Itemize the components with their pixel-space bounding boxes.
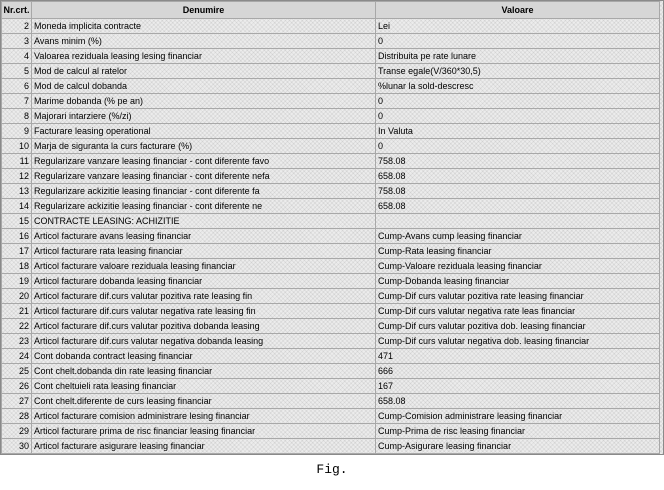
figure-caption: Fig. — [316, 462, 348, 477]
table-row[interactable] — [2, 19, 660, 34]
table-row[interactable] — [2, 379, 660, 394]
row-number-cell[interactable]: 22 — [2, 319, 32, 334]
row-number-cell[interactable]: 26 — [2, 379, 32, 394]
table-row[interactable] — [2, 79, 660, 94]
row-number-cell[interactable]: 27 — [2, 394, 32, 409]
denumire-cell[interactable]: Articol facturare comision administrare lesing financiar — [32, 409, 376, 424]
row-number-cell[interactable]: 23 — [2, 334, 32, 349]
denumire-cell[interactable]: Cont cheltuieli rata leasing financiar — [32, 379, 376, 394]
denumire-cell[interactable]: Avans minim (%) — [32, 34, 376, 49]
table-row[interactable] — [2, 169, 660, 184]
denumire-cell[interactable]: Articol facturare valoare reziduala leasing financiar — [32, 259, 376, 274]
denumire-cell[interactable]: Cont dobanda contract leasing financiar — [32, 349, 376, 364]
row-number-cell[interactable]: 2 — [2, 19, 32, 34]
denumire-cell[interactable]: Marime dobanda (% pe an) — [32, 94, 376, 109]
valoare-cell[interactable]: Cump-Rata leasing financiar — [376, 244, 660, 259]
table-row[interactable] — [2, 304, 660, 319]
denumire-cell[interactable]: Regularizare vanzare leasing financiar - cont diferente favo — [32, 154, 376, 169]
valoare-cell[interactable]: 0 — [376, 139, 660, 154]
valoare-cell[interactable]: 0 — [376, 34, 660, 49]
row-number-cell[interactable]: 3 — [2, 34, 32, 49]
header-nr[interactable]: Nr.crt. — [2, 2, 32, 19]
valoare-cell[interactable]: 658.08 — [376, 394, 660, 409]
denumire-cell[interactable]: Moneda implicita contracte — [32, 19, 376, 34]
header-valoare[interactable]: Valoare — [376, 2, 660, 19]
denumire-cell[interactable]: Regularizare vanzare leasing financiar - cont diferente nefa — [32, 169, 376, 184]
denumire-cell[interactable]: Articol facturare asigurare leasing financiar — [32, 439, 376, 454]
row-number-cell[interactable]: 13 — [2, 184, 32, 199]
denumire-cell[interactable]: Articol facturare avans leasing financiar — [32, 229, 376, 244]
table-row[interactable] — [2, 259, 660, 274]
valoare-cell[interactable]: 658.08 — [376, 199, 660, 214]
valoare-cell[interactable]: Cump-Dif curs valutar pozitiva dob. leasing financiar — [376, 319, 660, 334]
denumire-cell[interactable]: Majorari intarziere (%/zi) — [32, 109, 376, 124]
valoare-cell[interactable]: Cump-Valoare reziduala leasing financiar — [376, 259, 660, 274]
table-row[interactable] — [2, 244, 660, 259]
valoare-cell[interactable]: Transe egale(V/360*30,5) — [376, 64, 660, 79]
valoare-cell[interactable]: %lunar la sold-descresc — [376, 79, 660, 94]
row-number-cell[interactable]: 10 — [2, 139, 32, 154]
table-row[interactable] — [2, 424, 660, 439]
valoare-cell[interactable] — [376, 214, 660, 229]
row-number-cell[interactable]: 6 — [2, 79, 32, 94]
valoare-cell[interactable]: Cump-Dif curs valutar negativa dob. leasing financiar — [376, 334, 660, 349]
table-row[interactable] — [2, 49, 660, 64]
denumire-cell[interactable]: Articol facturare rata leasing financiar — [32, 244, 376, 259]
table-row[interactable] — [2, 154, 660, 169]
row-number-cell[interactable]: 28 — [2, 409, 32, 424]
valoare-cell[interactable]: 666 — [376, 364, 660, 379]
row-number-cell[interactable]: 15 — [2, 214, 32, 229]
table-row[interactable] — [2, 184, 660, 199]
row-number-cell[interactable]: 30 — [2, 439, 32, 454]
table-row[interactable] — [2, 64, 660, 79]
table-row[interactable] — [2, 229, 660, 244]
row-number-cell[interactable]: 24 — [2, 349, 32, 364]
denumire-cell[interactable]: Articol facturare dif.curs valutar pozitiva rate leasing fin — [32, 289, 376, 304]
valoare-cell[interactable]: 0 — [376, 109, 660, 124]
denumire-cell[interactable]: Articol facturare dif.curs valutar pozitiva dobanda leasing — [32, 319, 376, 334]
denumire-cell[interactable]: CONTRACTE LEASING: ACHIZITIE — [32, 214, 376, 229]
table-row[interactable] — [2, 334, 660, 349]
settings-table — [1, 1, 660, 454]
denumire-cell[interactable]: Mod de calcul dobanda — [32, 79, 376, 94]
table-row[interactable] — [2, 409, 660, 424]
denumire-cell[interactable]: Regularizare ackizitie leasing financiar - cont diferente ne — [32, 199, 376, 214]
denumire-cell[interactable]: Mod de calcul al ratelor — [32, 64, 376, 79]
valoare-cell[interactable]: Cump-Avans cump leasing financiar — [376, 229, 660, 244]
table-row[interactable] — [2, 139, 660, 154]
table-row[interactable] — [2, 199, 660, 214]
row-number-cell[interactable]: 25 — [2, 364, 32, 379]
table-row[interactable] — [2, 349, 660, 364]
table-row[interactable] — [2, 94, 660, 109]
denumire-cell[interactable]: Facturare leasing operational — [32, 124, 376, 139]
valoare-cell[interactable]: Distribuita pe rate lunare — [376, 49, 660, 64]
row-number-cell[interactable]: 18 — [2, 259, 32, 274]
table-row[interactable] — [2, 214, 660, 229]
valoare-cell[interactable]: 658.08 — [376, 169, 660, 184]
table-row[interactable] — [2, 274, 660, 289]
table-row[interactable] — [2, 439, 660, 454]
table-row[interactable] — [2, 394, 660, 409]
valoare-cell[interactable]: 471 — [376, 349, 660, 364]
valoare-cell[interactable]: 167 — [376, 379, 660, 394]
denumire-cell[interactable]: Marja de siguranta la curs facturare (%) — [32, 139, 376, 154]
denumire-cell[interactable]: Articol facturare dobanda leasing financiar — [32, 274, 376, 289]
valoare-cell[interactable]: Cump-Dif curs valutar negativa rate leas financiar — [376, 304, 660, 319]
denumire-cell[interactable]: Valoarea reziduala leasing lesing financiar — [32, 49, 376, 64]
row-number-cell[interactable]: 19 — [2, 274, 32, 289]
table-row[interactable] — [2, 364, 660, 379]
valoare-cell[interactable]: Cump-Comision administrare leasing financiar — [376, 409, 660, 424]
valoare-cell[interactable]: 0 — [376, 94, 660, 109]
denumire-cell[interactable]: Articol facturare dif.curs valutar negativa rate leasing fin — [32, 304, 376, 319]
table-body — [2, 19, 660, 454]
row-number-cell[interactable]: 4 — [2, 49, 32, 64]
row-number-cell[interactable]: 17 — [2, 244, 32, 259]
valoare-cell[interactable]: Cump-Dif curs valutar pozitiva rate leasing financiar — [376, 289, 660, 304]
row-number-cell[interactable]: 20 — [2, 289, 32, 304]
header-denumire[interactable]: Denumire — [32, 2, 376, 19]
table-row[interactable] — [2, 289, 660, 304]
row-number-cell[interactable]: 16 — [2, 229, 32, 244]
row-number-cell[interactable]: 29 — [2, 424, 32, 439]
valoare-cell[interactable]: 758.08 — [376, 154, 660, 169]
table-row[interactable] — [2, 109, 660, 124]
valoare-cell[interactable]: Cump-Prima de risc leasing financiar — [376, 424, 660, 439]
table-row[interactable] — [2, 124, 660, 139]
denumire-cell[interactable]: Cont chelt.diferente de curs leasing financiar — [32, 394, 376, 409]
denumire-cell[interactable]: Articol facturare dif.curs valutar negativa dobanda leasing — [32, 334, 376, 349]
denumire-cell[interactable]: Cont chelt.dobanda din rate leasing financiar — [32, 364, 376, 379]
denumire-cell[interactable]: Regularizare ackizitie leasing financiar - cont diferente fa — [32, 184, 376, 199]
table-row[interactable] — [2, 34, 660, 49]
row-number-cell[interactable]: 12 — [2, 169, 32, 184]
denumire-cell[interactable]: Articol facturare prima de risc financiar leasing financiar — [32, 424, 376, 439]
row-number-cell[interactable]: 21 — [2, 304, 32, 319]
row-number-cell[interactable]: 7 — [2, 94, 32, 109]
valoare-cell[interactable]: Cump-Dobanda leasing financiar — [376, 274, 660, 289]
valoare-cell[interactable]: Lei — [376, 19, 660, 34]
row-number-cell[interactable]: 11 — [2, 154, 32, 169]
header-row — [2, 2, 660, 19]
row-number-cell[interactable]: 5 — [2, 64, 32, 79]
valoare-cell[interactable]: In Valuta — [376, 124, 660, 139]
valoare-cell[interactable]: Cump-Asigurare leasing financiar — [376, 439, 660, 454]
row-number-cell[interactable]: 14 — [2, 199, 32, 214]
table-row[interactable] — [2, 319, 660, 334]
row-number-cell[interactable]: 8 — [2, 109, 32, 124]
valoare-cell[interactable]: 758.08 — [376, 184, 660, 199]
row-number-cell[interactable]: 9 — [2, 124, 32, 139]
